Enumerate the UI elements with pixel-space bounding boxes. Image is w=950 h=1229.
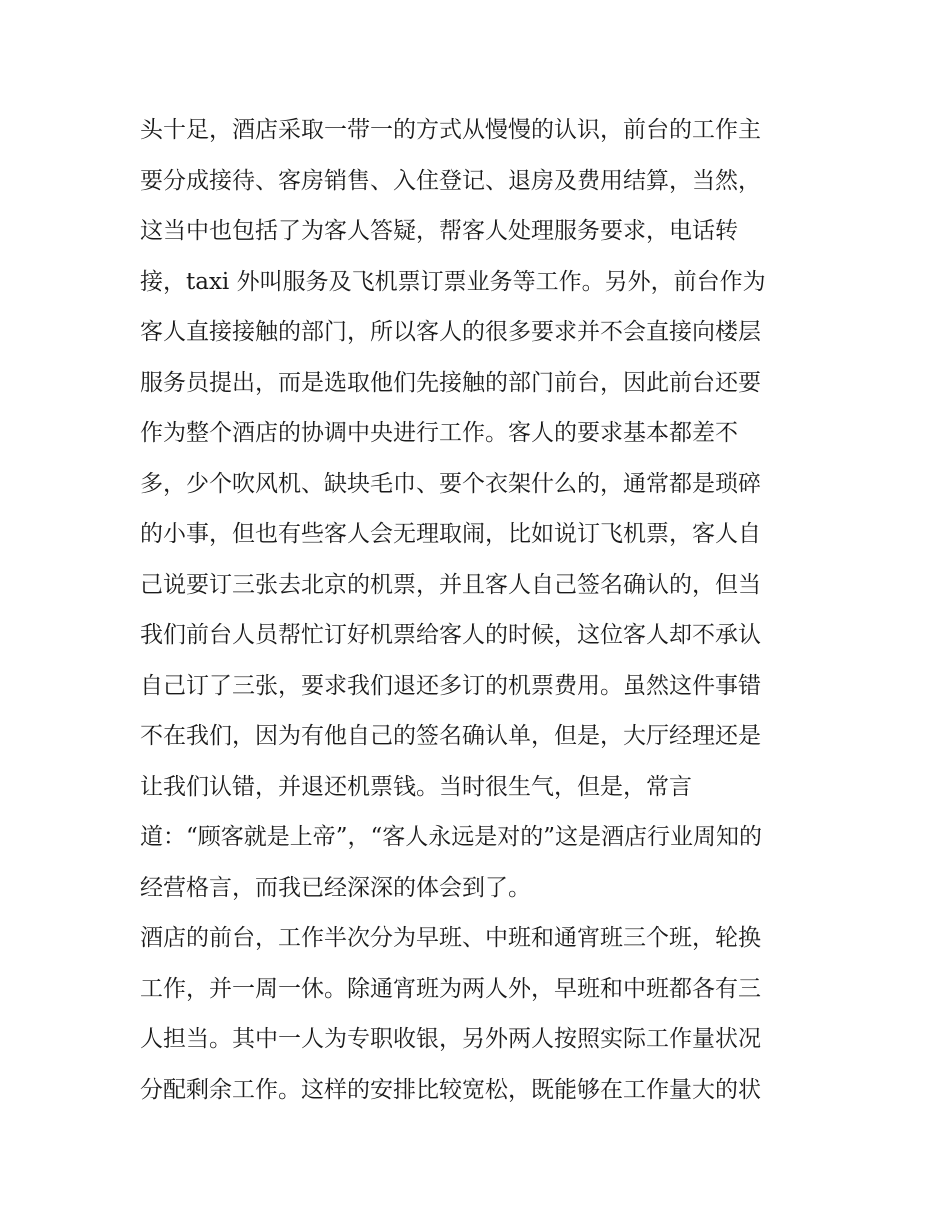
text-line: 接，taxi 外叫服务及飞机票订票业务等工作。另外，前台作为 — [140, 268, 766, 295]
text-line: 我们前台人员帮忙订好机票给客人的时候，这位客人却不承认 — [140, 622, 761, 648]
text-line: 作为整个酒店的协调中央进行工作。客人的要求基本都差不 — [140, 420, 738, 446]
text-line: 己说要订三张去北京的机票，并且客人自己签名确认的，但当 — [140, 571, 761, 598]
text-line: 的小事，但也有些客人会无理取闹，比如说订飞机票，客人自 — [140, 521, 761, 547]
text-line: 自己订了三张，要求我们退还多订的机票费用。虽然这件事错 — [140, 672, 761, 699]
text-line: 多，少个吹风机、缺块毛巾、要个衣架什么的，通常都是琐碎 — [140, 470, 761, 497]
text-line: 不在我们，因为有他自己的签名确认单，但是，大厅经理还是 — [140, 723, 761, 749]
text-line: 工作，并一周一休。除通宵班为两人外，早班和中班都各有三 — [140, 975, 761, 1002]
text-line: 要分成接待、客房销售、入住登记、退房及费用结算，当然， — [140, 167, 761, 194]
text-line: 经营格言，而我已经深深的体会到了。 — [140, 874, 531, 901]
text-line: 服务员提出，而是选取他们先接触的部门前台，因此前台还要 — [140, 369, 761, 396]
body-text — [140, 105, 820, 1115]
text-line: 分配剩余工作。这样的安排比较宽松，既能够在工作量大的状 — [140, 1076, 761, 1103]
text-line: 酒店的前台，工作半次分为早班、中班和通宵班三个班，轮换 — [140, 925, 761, 951]
text-line: 头十足，酒店采取一带一的方式从慢慢的认识，前台的工作主 — [140, 117, 761, 143]
text-line: 这当中也包括了为客人答疑，帮客人处理服务要求，电话转 — [140, 218, 738, 244]
text-line: 人担当。其中一人为专职收银，另外两人按照实际工作量状况 — [140, 1026, 761, 1052]
text-line: 让我们认错，并退还机票钱。当时很生气，但是，常言 — [140, 773, 692, 800]
text-line: 道：“顾客就是上帝”，“客人永远是对的”这是酒店行业周知的 — [140, 824, 763, 850]
text-line: 客人直接接触的部门，所以客人的很多要求并不会直接向楼层 — [140, 319, 761, 345]
